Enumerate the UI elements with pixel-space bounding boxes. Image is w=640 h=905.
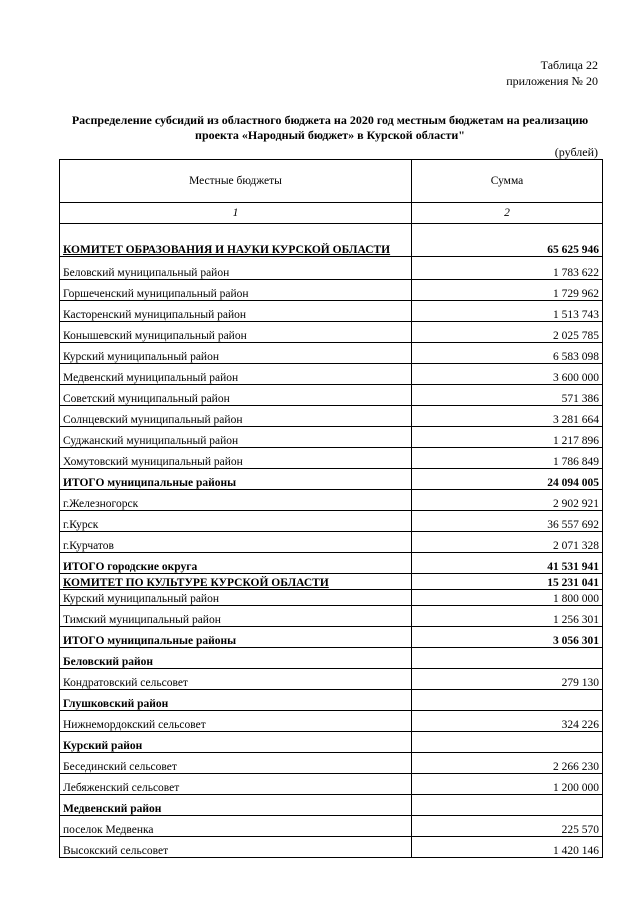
row-budget-name-text: Кондратовский сельсовет — [63, 677, 188, 689]
row-budget-name-text: Курский район — [63, 740, 143, 752]
row-sum — [412, 690, 603, 711]
row-budget-name-text: Бесединский сельсовет — [63, 761, 177, 773]
column-number-row — [60, 203, 603, 224]
row-sum: 3 056 301 — [412, 627, 603, 648]
row-sum: 1 783 622 — [412, 257, 603, 280]
row-sum: 2 025 785 — [412, 322, 603, 343]
row-budget-name-text: Касторенский муниципальный район — [63, 309, 247, 321]
row-budget-name-text: г.Курск — [63, 519, 99, 531]
row-sum: 15 231 041 — [412, 574, 603, 590]
row-budget-name-text: Суджанский муниципальный район — [63, 435, 239, 447]
table-row — [60, 590, 603, 606]
row-sum: 571 386 — [412, 385, 603, 406]
row-sum: 279 130 — [412, 669, 603, 690]
row-sum — [412, 732, 603, 753]
row-budget-name-text: КОМИТЕТ ПО КУЛЬТУРЕ КУРСКОЙ ОБЛАСТИ — [63, 577, 329, 589]
row-budget-name-text: Медвенский муниципальный район — [63, 372, 239, 384]
table-row — [60, 532, 603, 553]
row-budget-name-text: Нижнемордокский сельсовет — [63, 719, 206, 731]
table-row — [60, 511, 603, 532]
row-budget-name-text: Курский муниципальный район — [63, 351, 219, 363]
table-row — [60, 753, 603, 774]
row-sum: 1 217 896 — [412, 427, 603, 448]
row-sum — [412, 648, 603, 669]
table-row — [60, 301, 603, 322]
row-budget-name-text: ИТОГО муниципальные районы — [63, 635, 237, 647]
row-budget-name — [60, 469, 412, 490]
row-budget-name-text: Глушковский район — [63, 698, 169, 710]
row-budget-name — [60, 490, 412, 511]
table-row — [60, 224, 603, 257]
row-sum: 324 226 — [412, 711, 603, 732]
row-budget-name — [60, 385, 412, 406]
row-sum: 6 583 098 — [412, 343, 603, 364]
row-budget-name — [60, 224, 412, 257]
row-budget-name — [60, 732, 412, 753]
table-reference: Таблица 22 — [540, 58, 598, 72]
row-budget-name-text: Горшеченский муниципальный район — [63, 288, 249, 300]
row-budget-name — [60, 448, 412, 469]
row-budget-name-text: поселок Медвенка — [63, 824, 154, 836]
row-sum: 1 786 849 — [412, 448, 603, 469]
row-budget-name — [60, 322, 412, 343]
row-budget-name — [60, 753, 412, 774]
table-row — [60, 711, 603, 732]
row-budget-name — [60, 590, 412, 606]
row-sum: 65 625 946 — [412, 224, 603, 257]
row-budget-name — [60, 427, 412, 448]
table-row — [60, 574, 603, 590]
row-budget-name-text: Тимский муниципальный район — [63, 614, 221, 626]
appendix-reference: приложения № 20 — [506, 74, 598, 88]
row-sum: 1 420 146 — [412, 837, 603, 858]
table-row — [60, 774, 603, 795]
row-budget-name — [60, 648, 412, 669]
table-row — [60, 257, 603, 280]
table-row — [60, 732, 603, 753]
row-budget-name-text: Курский муниципальный район — [63, 593, 219, 605]
column-number-1: 1 — [60, 203, 412, 224]
row-sum: 225 570 — [412, 816, 603, 837]
row-budget-name — [60, 690, 412, 711]
column-header-budgets: Местные бюджеты — [60, 160, 412, 203]
table-row — [60, 469, 603, 490]
row-budget-name — [60, 280, 412, 301]
table-row — [60, 837, 603, 858]
row-budget-name-text: ИТОГО городские округа — [63, 561, 198, 573]
table-row — [60, 427, 603, 448]
table-row — [60, 385, 603, 406]
row-budget-name-text: ИТОГО муниципальные районы — [63, 477, 237, 489]
row-sum: 2 266 230 — [412, 753, 603, 774]
row-sum: 2 902 921 — [412, 490, 603, 511]
row-sum: 24 094 005 — [412, 469, 603, 490]
column-number-2: 2 — [412, 203, 603, 224]
table-body — [60, 224, 603, 858]
row-budget-name — [60, 774, 412, 795]
title-line-1: Распределение субсидий из областного бюджета на 2020 год местным бюджетам на реализацию — [71, 113, 589, 127]
row-budget-name-text: Беловский муниципальный район — [63, 267, 230, 279]
table-row — [60, 406, 603, 427]
row-budget-name-text: Беловский район — [63, 656, 153, 668]
table-row — [60, 448, 603, 469]
table-row — [60, 816, 603, 837]
units-label: (рублей) — [554, 145, 598, 159]
row-sum: 1 256 301 — [412, 606, 603, 627]
row-sum: 36 557 692 — [412, 511, 603, 532]
title-line-2: проекта «Народный бюджет» в Курской области" — [195, 128, 465, 142]
row-sum — [412, 795, 603, 816]
table-row — [60, 669, 603, 690]
row-sum: 3 281 664 — [412, 406, 603, 427]
table-row — [60, 553, 603, 574]
row-budget-name — [60, 574, 412, 590]
header-row — [60, 160, 603, 203]
row-budget-name — [60, 816, 412, 837]
row-budget-name-text: г.Курчатов — [63, 540, 114, 552]
row-sum: 1 200 000 — [412, 774, 603, 795]
row-budget-name — [60, 257, 412, 280]
row-budget-name — [60, 301, 412, 322]
budget-table — [59, 159, 603, 858]
row-budget-name — [60, 837, 412, 858]
row-budget-name-text: Советский муниципальный район — [63, 393, 230, 405]
table-row — [60, 606, 603, 627]
row-budget-name — [60, 711, 412, 732]
row-budget-name — [60, 343, 412, 364]
row-budget-name — [60, 553, 412, 574]
table-row — [60, 322, 603, 343]
table-row — [60, 795, 603, 816]
document-title — [60, 113, 600, 143]
row-budget-name-text: Медвенский район — [63, 803, 162, 815]
row-budget-name — [60, 669, 412, 690]
row-sum: 1 800 000 — [412, 590, 603, 606]
row-budget-name-text: Конышевский муниципальный район — [63, 330, 247, 342]
column-header-sum: Сумма — [412, 160, 603, 203]
table-row — [60, 490, 603, 511]
table-row — [60, 364, 603, 385]
table-row — [60, 280, 603, 301]
table-row — [60, 648, 603, 669]
row-budget-name-text: Солнцевский муниципальный район — [63, 414, 243, 426]
row-budget-name — [60, 795, 412, 816]
row-budget-name — [60, 364, 412, 385]
table-row — [60, 690, 603, 711]
row-budget-name — [60, 532, 412, 553]
row-sum: 3 600 000 — [412, 364, 603, 385]
row-sum: 41 531 941 — [412, 553, 603, 574]
row-budget-name-text: г.Железногорск — [63, 498, 139, 510]
row-budget-name-text: Лебяженский сельсовет — [63, 782, 180, 794]
row-budget-name — [60, 606, 412, 627]
row-budget-name-text: КОМИТЕТ ОБРАЗОВАНИЯ И НАУКИ КУРСКОЙ ОБЛАСТИ — [63, 244, 391, 256]
row-sum: 1 729 962 — [412, 280, 603, 301]
row-budget-name-text: Хомутовский муниципальный район — [63, 456, 243, 468]
row-budget-name — [60, 406, 412, 427]
row-sum: 1 513 743 — [412, 301, 603, 322]
table-row — [60, 343, 603, 364]
row-budget-name — [60, 511, 412, 532]
row-budget-name-text: Высокский сельсовет — [63, 845, 169, 857]
row-budget-name — [60, 627, 412, 648]
table-row — [60, 627, 603, 648]
row-sum: 2 071 328 — [412, 532, 603, 553]
